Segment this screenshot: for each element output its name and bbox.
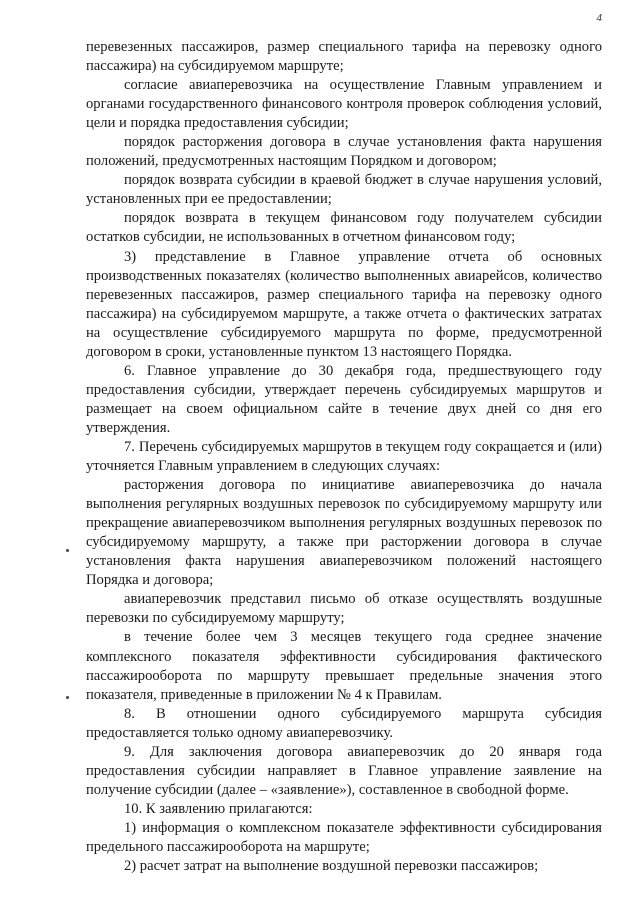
paragraph: в течение более чем 3 месяцев текущего года среднее значение комплексного показателя эффективности субсидирования фактического пассажирооборота по маршруту превышает предельные значения этого показателя, приведенные в приложении № 4 к Правилам. <box>86 629 602 703</box>
paragraph: 3) представление в Главное управление отчета об основных производственных показателях (количество выполненных авиарейсов, количество перевезенных пассажиров, размер специального тарифа на перевозку одного пассажира) на субсидируемом маршруте, а также отчета о фактических затратах на осуществление субсидируемого маршрута по форме, предусмотренной договором в сроки, установленные пунктом 13 настоящего Порядка. <box>86 248 602 360</box>
paragraph: 10. К заявлению прилагаются: <box>124 800 313 817</box>
paragraph: 6. Главное управление до 30 декабря года, предшествующего году предоставления субсидии, утверждает перечень субсидируемых маршрутов и размещает на своем официальном сайте в течение двух дней со дня его утверждения. <box>86 362 602 436</box>
paragraph: порядок возврата субсидии в краевой бюджет в случае нарушения условий, установленных при ее предоставлении; <box>86 172 602 208</box>
paragraph: 9. Для заключения договора авиаперевозчик до 20 января года предоставления субсидии направляет в Главное управление заявление на получение субсидии (далее – «заявление»), составленное в свободной форме. <box>86 743 602 798</box>
paragraph: порядок расторжения договора в случае установления факта нарушения положений, предусмотренных настоящим Порядком и договором; <box>86 134 602 170</box>
paragraph: 2) расчет затрат на выполнение воздушной перевозки пассажиров; <box>124 858 539 875</box>
scan-mark <box>66 696 69 699</box>
paragraph: авиаперевозчик представил письмо об отказе осуществлять воздушные перевозки по субсидируемому маршруту; <box>86 591 602 627</box>
document-body <box>86 38 602 876</box>
paragraph: расторжения договора по инициативе авиаперевозчика до начала выполнения регулярных воздушных перевозок по субсидируемому маршруту или прекращение авиаперевозчиком выполнения регулярных воздушных перевозок по субсидируемому маршруту, а также при расторжении договора в случае установления факта нарушения авиаперевозчиком положений настоящего Порядка и договора; <box>86 477 602 589</box>
paragraph: 7. Перечень субсидируемых маршрутов в текущем году сокращается и (или) уточняется Главным управлением в следующих случаях: <box>86 438 602 475</box>
paragraph: согласие авиаперевозчика на осуществление Главным управлением и органами государственного финансового контроля проверок соблюдения условий, цели и порядка предоставления субсидии; <box>86 77 602 132</box>
paragraph: перевезенных пассажиров, размер специального тарифа на перевозку одного пассажира) на субсидируемом маршруте; <box>86 39 602 75</box>
paragraph: 8. В отношении одного субсидируемого маршрута субсидия предоставляется только одному авиаперевозчику. <box>86 705 602 741</box>
scan-mark <box>66 549 69 552</box>
page-number: 4 <box>596 12 602 24</box>
paragraph: порядок возврата в текущем финансовом году получателем субсидии остатков субсидии, не использованных в отчетном финансовом году; <box>86 210 602 246</box>
paragraph: 1) информация о комплексном показателе эффективности субсидирования предельного пассажирооборота на маршруте; <box>86 819 602 855</box>
